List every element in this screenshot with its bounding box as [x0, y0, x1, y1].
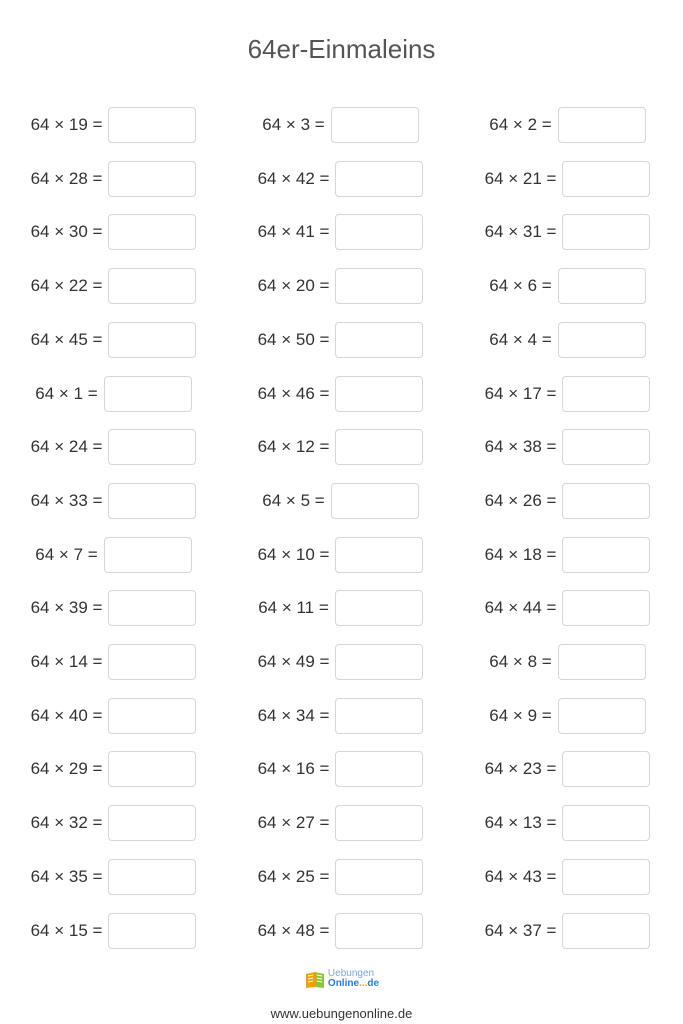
exercise-row: [454, 536, 681, 574]
logo: [304, 968, 379, 990]
exercise-expression: 64 × 49 =: [257, 652, 330, 671]
exercise-row: [454, 750, 681, 788]
exercise-row: [0, 589, 227, 627]
exercise-row: [227, 536, 454, 574]
exercise-row: [0, 267, 227, 305]
exercise-expression: 64 × 27 =: [257, 813, 330, 833]
footer-logo: [0, 968, 683, 990]
exercise-expression: 64 × 13 =: [484, 813, 557, 833]
exercise-expression: 64 × 26 =: [484, 490, 557, 510]
answer-input[interactable]: [108, 214, 196, 250]
exercise-expression: 64 × 28 =: [30, 168, 103, 188]
logo-tld: de: [367, 978, 380, 989]
exercise-row: [0, 804, 227, 842]
exercise-expression: 64 × 39 =: [30, 598, 103, 618]
answer-input[interactable]: [335, 268, 423, 304]
logo-text: [328, 969, 379, 989]
exercise-row: [227, 213, 454, 251]
answer-input[interactable]: [562, 483, 650, 519]
logo-dots: ...: [359, 978, 368, 989]
exercise-row: [454, 804, 681, 842]
answer-input[interactable]: [104, 537, 192, 573]
exercise-expression: 64 × 42 =: [257, 168, 330, 188]
answer-input[interactable]: [108, 268, 196, 304]
exercise-row: [227, 428, 454, 466]
book-logo-icon: [304, 968, 326, 990]
answer-input[interactable]: [108, 698, 196, 734]
exercise-expression: 64 × 44 =: [484, 598, 557, 618]
answer-input[interactable]: [335, 537, 423, 573]
answer-input[interactable]: [335, 376, 423, 412]
answer-input[interactable]: [335, 913, 423, 949]
exercise-expression: 64 × 40 =: [30, 705, 103, 725]
answer-input[interactable]: [335, 322, 423, 358]
exercise-row: [454, 106, 681, 144]
logo-online: Online: [327, 978, 360, 989]
exercise-expression: 64 × 43 =: [484, 866, 557, 886]
answer-input[interactable]: [108, 805, 196, 841]
answer-input[interactable]: [558, 698, 646, 734]
answer-input[interactable]: [562, 537, 650, 573]
exercise-expression: 64 × 11 =: [258, 598, 329, 618]
exercise-expression: 64 × 35 =: [30, 866, 103, 886]
exercise-row: [0, 321, 227, 359]
answer-input[interactable]: [335, 590, 423, 626]
exercise-row: [454, 213, 681, 251]
exercise-row: [227, 482, 454, 520]
exercise-row: [227, 160, 454, 198]
exercise-row: [454, 482, 681, 520]
answer-input[interactable]: [335, 429, 423, 465]
answer-input[interactable]: [562, 429, 650, 465]
answer-input[interactable]: [335, 644, 423, 680]
exercise-row: [0, 482, 227, 520]
exercise-expression: 64 × 20 =: [257, 276, 330, 296]
exercise-expression: 64 × 48 =: [257, 920, 330, 940]
exercise-grid: [0, 106, 683, 966]
answer-input[interactable]: [558, 322, 646, 358]
answer-input[interactable]: [108, 590, 196, 626]
exercise-row: [0, 858, 227, 896]
exercise-row: [227, 106, 454, 144]
exercise-row: [454, 428, 681, 466]
exercise-expression: 64 × 21 =: [484, 168, 557, 188]
exercise-row: [0, 697, 227, 735]
exercise-row: [0, 375, 227, 413]
exercise-expression: 64 × 31 =: [484, 222, 557, 242]
answer-input[interactable]: [104, 376, 192, 412]
exercise-row: [0, 106, 227, 144]
answer-input[interactable]: [331, 483, 419, 519]
answer-input[interactable]: [108, 644, 196, 680]
exercise-row: [0, 213, 227, 251]
answer-input[interactable]: [108, 107, 196, 143]
exercise-expression: 64 × 12 =: [257, 437, 330, 457]
exercise-row: [454, 858, 681, 896]
exercise-expression: 64 × 18 =: [484, 544, 557, 564]
exercise-row: [0, 160, 227, 198]
exercise-expression: 64 × 19 =: [30, 115, 103, 134]
exercise-expression: 64 × 22 =: [30, 276, 103, 296]
exercise-row: [227, 375, 454, 413]
exercise-expression: 64 × 6 =: [489, 276, 552, 296]
answer-input[interactable]: [108, 913, 196, 949]
exercise-expression: 64 × 46 =: [257, 383, 330, 403]
exercise-expression: 64 × 1 =: [35, 383, 98, 403]
exercise-row: [454, 160, 681, 198]
page-title: 64er-Einmaleins: [247, 34, 436, 64]
exercise-expression: 64 × 41 =: [257, 222, 330, 242]
answer-input[interactable]: [562, 913, 650, 949]
exercise-expression: 64 × 29 =: [30, 759, 103, 779]
exercise-row: [454, 375, 681, 413]
exercise-row: [0, 428, 227, 466]
exercise-expression: 64 × 7 =: [35, 544, 98, 564]
answer-input[interactable]: [558, 107, 646, 143]
exercise-expression: 64 × 14 =: [30, 652, 103, 671]
exercise-expression: 64 × 15 =: [30, 920, 103, 940]
exercise-row: [454, 267, 681, 305]
exercise-expression: 64 × 9 =: [489, 705, 552, 725]
exercise-column: [454, 106, 681, 966]
answer-input[interactable]: [108, 429, 196, 465]
answer-input[interactable]: [562, 161, 650, 197]
answer-input[interactable]: [562, 805, 650, 841]
exercise-row: [227, 912, 454, 950]
exercise-row: [454, 643, 681, 681]
exercise-expression: 64 × 23 =: [484, 759, 557, 779]
exercise-row: [0, 912, 227, 950]
answer-input[interactable]: [562, 859, 650, 895]
exercise-row: [454, 321, 681, 359]
exercise-row: [227, 858, 454, 896]
answer-input[interactable]: [335, 805, 423, 841]
exercise-expression: 64 × 50 =: [257, 329, 330, 349]
exercise-row: [0, 750, 227, 788]
exercise-column: [0, 106, 227, 966]
exercise-expression: 64 × 34 =: [257, 705, 330, 725]
answer-input[interactable]: [335, 698, 423, 734]
exercise-row: [0, 643, 227, 681]
exercise-expression: 64 × 30 =: [30, 222, 103, 242]
answer-input[interactable]: [562, 214, 650, 250]
exercise-expression: 64 × 45 =: [30, 329, 103, 349]
answer-input[interactable]: [558, 268, 646, 304]
exercise-expression: 64 × 37 =: [484, 920, 557, 940]
exercise-row: [227, 589, 454, 627]
answer-input[interactable]: [108, 161, 196, 197]
footer-url: www.uebungenonline.de: [270, 1006, 413, 1021]
exercise-row: [454, 589, 681, 627]
exercise-expression: 64 × 33 =: [30, 490, 103, 510]
exercise-row: [227, 750, 454, 788]
exercise-row: [0, 536, 227, 574]
exercise-expression: 64 × 10 =: [257, 544, 330, 564]
exercise-row: [454, 912, 681, 950]
exercise-expression: 64 × 24 =: [30, 437, 103, 457]
answer-input[interactable]: [331, 107, 419, 143]
answer-input[interactable]: [108, 483, 196, 519]
exercise-expression: 64 × 32 =: [30, 813, 103, 833]
logo-line1: Uebungen: [327, 968, 375, 979]
answer-input[interactable]: [335, 859, 423, 895]
answer-input[interactable]: [108, 322, 196, 358]
exercise-expression: 64 × 25 =: [257, 866, 330, 886]
answer-input[interactable]: [108, 751, 196, 787]
exercise-row: [227, 697, 454, 735]
exercise-expression: 64 × 16 =: [257, 759, 330, 779]
logo-line2: [328, 979, 379, 989]
exercise-row: [227, 267, 454, 305]
exercise-column: [227, 106, 454, 966]
exercise-expression: 64 × 8 =: [489, 652, 552, 671]
exercise-row: [454, 697, 681, 735]
answer-input[interactable]: [335, 751, 423, 787]
exercise-row: [227, 321, 454, 359]
exercise-expression: 64 × 3 =: [262, 115, 325, 134]
answer-input[interactable]: [335, 214, 423, 250]
exercise-expression: 64 × 17 =: [484, 383, 557, 403]
exercise-row: [227, 643, 454, 681]
exercise-expression: 64 × 4 =: [489, 329, 552, 349]
exercise-expression: 64 × 5 =: [262, 490, 325, 510]
answer-input[interactable]: [558, 644, 646, 680]
exercise-expression: 64 × 2 =: [489, 115, 552, 134]
answer-input[interactable]: [562, 751, 650, 787]
answer-input[interactable]: [108, 859, 196, 895]
answer-input[interactable]: [562, 590, 650, 626]
exercise-expression: 64 × 38 =: [484, 437, 557, 457]
exercise-row: [227, 804, 454, 842]
answer-input[interactable]: [562, 376, 650, 412]
answer-input[interactable]: [335, 161, 423, 197]
